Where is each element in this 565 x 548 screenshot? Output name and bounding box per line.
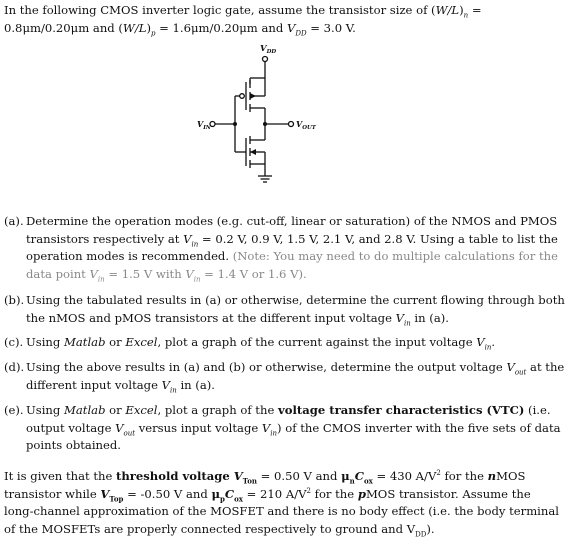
vin-subscript: in: [97, 275, 105, 284]
vdd-symbol: V: [286, 20, 296, 35]
given-line-3: long-channel approximation of the MOSFET and there is no body effect (i.e. the body terminal: [4, 504, 559, 519]
text-run: MOS: [365, 486, 396, 501]
vdd-label: $V_{DD}$: [260, 44, 277, 55]
cox-subscript: ox: [363, 476, 373, 486]
vdd-subscript: DD: [415, 530, 427, 539]
intro-text: 0.8μm/0.20μm and (: [4, 20, 123, 35]
intro-text: In the following CMOS inverter logic gate, assume the transistor size of (: [4, 3, 436, 17]
text-run: output voltage: [26, 420, 116, 435]
text-run: for the: [310, 486, 358, 501]
superscript: 2: [306, 486, 311, 495]
text-run: It is given that the: [4, 469, 117, 483]
vin-symbol: V: [261, 420, 271, 435]
item-text: [26, 292, 565, 327]
text-run: Using: [26, 403, 65, 417]
p-symbol: p: [357, 486, 366, 501]
text-run: , plot a graph of the: [157, 403, 278, 417]
vt-symbol: V: [233, 469, 243, 483]
item-text: [26, 334, 516, 352]
mu-symbol: μ: [211, 486, 220, 501]
vin-symbol: V: [183, 231, 192, 246]
vt-symbol: V: [100, 486, 110, 501]
text-run: = 0.50 V and: [256, 469, 342, 483]
text-line: [26, 334, 516, 352]
text-line: Determine the operation modes (e.g. cut-off, linear or saturation) of the NMOS and PMOS: [26, 214, 558, 228]
text-run: MOS: [496, 469, 526, 483]
threshold-bold-text: threshold voltage: [116, 469, 234, 483]
vin-subscript: in: [404, 318, 411, 327]
item-label: (e).: [4, 403, 24, 417]
vout-label: $V_{OUT}$: [296, 119, 316, 131]
excel-text: Excel: [125, 403, 158, 417]
text-line: [26, 248, 558, 266]
text-run: different input voltage: [26, 377, 162, 392]
intro-text: =: [468, 3, 482, 17]
junction-dot-icon: [233, 122, 237, 126]
text-run: = 210 A/V: [242, 486, 307, 501]
text-run: at the: [526, 360, 565, 374]
text-line: points obtained.: [26, 438, 121, 453]
intro-text: = 3.0 V.: [306, 20, 356, 35]
text-run: in (a).: [410, 310, 449, 325]
given-line-4: [4, 521, 516, 539]
text-run: ) of the CMOS inverter with the five sets of data: [277, 420, 561, 435]
note-text: data point: [26, 266, 90, 281]
vt-subscript: Top: [109, 493, 124, 503]
item-label: (c).: [4, 335, 24, 349]
vout-terminal-icon: [289, 122, 294, 127]
text-run: operation modes is recommended.: [26, 249, 233, 264]
text-line: [26, 359, 565, 377]
vin-subscript: in: [193, 275, 201, 284]
text-run: ).: [426, 521, 435, 536]
vdd-terminal-icon: [263, 57, 268, 62]
intro-line-1: In the following CMOS inverter logic gate, assume the transistor size of $(W/L)_n$ =: [4, 3, 482, 20]
item-label: (a).: [4, 214, 24, 228]
note-text: = 1.5 V with: [104, 266, 186, 281]
cox-symbol: C: [224, 486, 235, 501]
text-run: (i.e.: [524, 403, 551, 417]
excel-text: Excel: [125, 335, 158, 349]
text-run: of the MOSFETs are properly connected respectively to ground and V: [4, 521, 416, 536]
text-run: for the: [440, 469, 488, 483]
cox-symbol: C: [354, 469, 364, 483]
text-run: the nMOS and pMOS transistors at the different input voltage: [26, 310, 396, 325]
vin-label: $V_{IN}$: [197, 119, 211, 131]
text-line: [26, 420, 561, 438]
text-run: transistors respectively at: [26, 231, 184, 246]
given-line-2: [4, 486, 531, 504]
note-text: = 1.4 V or 1.6 V).: [200, 266, 307, 281]
vin-symbol: V: [476, 335, 485, 349]
intro-paragraph: [4, 2, 516, 37]
vin-subscript: in: [170, 385, 177, 394]
cmos-inverter-diagram: [180, 38, 340, 190]
vin-subscript: in: [484, 343, 492, 352]
note-text: (Note: You may need to do multiple calculations for the: [232, 249, 558, 264]
vt-subscript: Ton: [242, 476, 257, 486]
vtc-bold-text: voltage transfer characteristics (VTC): [278, 403, 525, 417]
text-line: [26, 377, 516, 395]
text-line: [26, 402, 551, 420]
junction-dot-icon: [263, 122, 267, 126]
text-run: .: [491, 335, 496, 349]
item-text: [26, 402, 561, 455]
vin-subscript: in: [270, 428, 278, 437]
vdd-subscript: DD: [295, 28, 307, 37]
text-run: or: [105, 335, 126, 349]
vout-subscript: out: [514, 368, 527, 377]
vout-subscript: out: [123, 428, 136, 437]
text-run: = 430 A/V: [372, 469, 437, 483]
item-text: [26, 359, 565, 394]
pmos-transistor-icon: [235, 78, 265, 124]
n-symbol: n: [487, 469, 497, 483]
mu-subscript: n: [349, 476, 355, 486]
wl-ratio: W/L: [435, 3, 460, 17]
text-run: versus input voltage: [135, 420, 262, 435]
vout-symbol: V: [506, 360, 515, 374]
vin-symbol: V: [185, 266, 194, 281]
intro-line-2: 0.8μm/0.20μm and $(W/L)_p = 1.6\mu m/0.20\mu m$ and $V_{DD} = 3.0$ V.: [4, 20, 356, 37]
nmos-arrow-icon: [250, 149, 256, 155]
mu-subscript: p: [219, 493, 225, 503]
item-label: (d).: [4, 360, 25, 374]
text-run: transistor while: [4, 486, 101, 501]
text-line: [26, 266, 516, 284]
text-run: Using: [26, 335, 65, 349]
text-run: , plot a graph of the current against the input voltage: [157, 335, 477, 349]
text-run: = 0.2 V, 0.9 V, 1.5 V, 2.1 V, and 2.8 V. Using a table to list the: [198, 231, 558, 246]
superscript: 2: [436, 469, 441, 478]
given-paragraph: [4, 468, 559, 539]
vout-symbol: V: [115, 420, 124, 435]
text-run: or: [105, 403, 126, 417]
subscript-p: p: [150, 28, 156, 37]
cox-subscript: ox: [234, 493, 243, 503]
vin-subscript: in: [191, 239, 199, 248]
pmos-arrow-icon: [250, 93, 256, 99]
matlab-text: Matlab: [64, 335, 106, 349]
text-run: transistor. Assume the: [395, 486, 531, 501]
item-label: (b).: [4, 293, 25, 307]
text-line: [26, 231, 558, 249]
text-run: Using the above results in (a) and (b) or otherwise, determine the output voltage: [26, 360, 507, 374]
vin-symbol: V: [395, 310, 404, 325]
vin-symbol: V: [89, 266, 98, 281]
mu-symbol: μ: [341, 469, 350, 483]
text-line: [26, 310, 516, 328]
matlab-text: Matlab: [64, 403, 106, 417]
ground-icon: [258, 176, 272, 182]
item-text: [26, 213, 558, 284]
vin-symbol: V: [161, 377, 171, 392]
wl-ratio: W/L: [122, 20, 147, 35]
text-line: Using the tabulated results in (a) or otherwise, determine the current flowing through both: [26, 293, 565, 307]
text-run: = -0.50 V and: [123, 486, 212, 501]
subscript-n: n: [463, 11, 469, 20]
given-line-1: [4, 468, 526, 486]
text-run: in (a).: [176, 377, 215, 392]
intro-text: = 1.6μm/0.20μm and: [155, 20, 287, 35]
